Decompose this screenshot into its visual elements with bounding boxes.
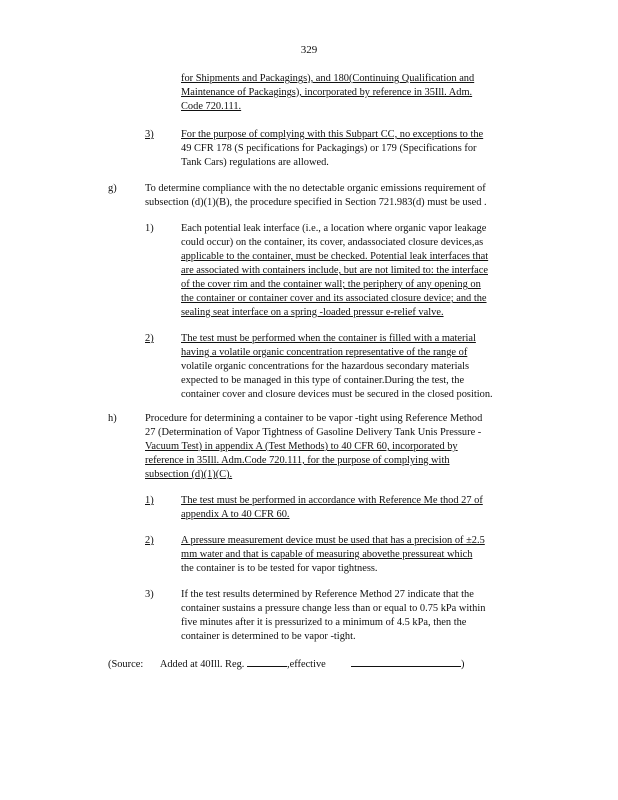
source-effective: ,effective — [287, 659, 326, 670]
source-open: (Source: — [108, 659, 144, 670]
item-h2-line: A pressure measurement device must be used that has a precision of ±2.5 — [181, 535, 485, 546]
item-g1-line: could occur) on the container, its cover, andassociated closure devices,as — [181, 237, 484, 248]
item-h3-marker: 3) — [145, 589, 154, 600]
item-h-line: Vacuum Test) in appendix A (Test Methods) to 40 CFR 60, incorporated by — [145, 441, 458, 452]
item-g-line: To determine compliance with the no detectable organic emissions requirement of — [145, 183, 486, 194]
item-g1-line: Each potential leak interface (i.e., a location where organic vapor leakage — [181, 223, 487, 234]
source-added: Added at 40Ill. Reg. — [159, 659, 245, 670]
continuation-line: for Shipments and Packagings), and 180(Continuing Qualification and — [181, 73, 475, 84]
item-g1-marker: 1) — [145, 223, 154, 234]
item-h-line: reference in 35Ill. Adm.Code 720.111, for the purpose of complying with — [145, 455, 450, 466]
item-g1-line: sealing seat interface on a spring -loaded pressur e-relief valve. — [181, 307, 444, 318]
page-number: 329 — [300, 44, 318, 56]
source-note — [108, 656, 464, 671]
continuation-line: Code 720.111. — [181, 101, 242, 112]
item-h-marker: h) — [108, 413, 117, 424]
item-h2-marker: 2) — [145, 535, 154, 546]
item-f3-line: For the purpose of complying with this Subpart CC, no exceptions to the — [181, 129, 484, 140]
item-g2-line: The test must be performed when the container is filled with a material — [181, 333, 476, 344]
item-g1-line: applicable to the container, must be checked. Potential leak interfaces that — [181, 251, 489, 262]
item-h3-line: If the test results determined by Reference Method 27 indicate that the — [181, 589, 474, 600]
item-h3-line: container is determined to be vapor -tight. — [181, 631, 356, 642]
item-f3-line: 49 CFR 178 (S pecifications for Packagings) or 179 (Specifications for — [181, 143, 477, 154]
item-g1-line: the container or container cover and its associated closure device; and the — [181, 293, 487, 304]
item-g-line: subsection (d)(1)(B), the procedure specified in Section 721.983(d) must be used . — [145, 197, 487, 208]
item-h3-line: container sustains a pressure change less than or equal to 0.75 kPa within — [181, 603, 486, 614]
item-h1-marker: 1) — [145, 495, 154, 506]
item-h3-line: five minutes after it is pressurized to a minimum of 4.5 kPa, then the — [181, 617, 467, 628]
item-g1-line: are associated with containers include, but are not limited to: the interface — [181, 265, 488, 276]
item-g2-marker: 2) — [145, 333, 154, 344]
source-close: ) — [460, 659, 465, 670]
item-g2-line: expected to be managed in this type of container.During the test, the — [181, 375, 465, 386]
item-g-marker: g) — [108, 183, 117, 194]
item-f3-marker: 3) — [145, 129, 154, 140]
register-page-blank — [247, 656, 287, 667]
item-h-line: subsection (d)(1)(C). — [145, 469, 233, 480]
item-g2-line: container cover and closure devices must be secured in the closed position. — [181, 389, 493, 400]
continuation-line: Maintenance of Packagings), incorporated by reference in 35Ill. Adm. — [181, 87, 473, 98]
item-h2-line: mm water and that is capable of measuring abovethe pressureat which — [181, 549, 473, 560]
item-g2-line: volatile organic concentrations for the hazardous secondary materials — [181, 361, 470, 372]
item-h1-line: The test must be performed in accordance with Reference Me thod 27 of — [181, 495, 483, 506]
item-f3-line: Tank Cars) regulations are allowed. — [181, 157, 329, 168]
item-h2-line: the container is to be tested for vapor tightness. — [181, 563, 378, 574]
effective-date-blank — [351, 656, 461, 667]
item-h-line: 27 (Determination of Vapor Tightness of Gasoline Delivery Tank Unis Pressure - — [145, 427, 482, 438]
item-g1-line: of the cover rim and the container wall; the periphery of any opening on — [181, 279, 481, 290]
item-h1-line: appendix A to 40 CFR 60. — [181, 509, 290, 520]
item-g2-line: having a volatile organic concentration representative of the range of — [181, 347, 468, 358]
item-h-line: Procedure for determining a container to be vapor -tight using Reference Method — [145, 413, 483, 424]
